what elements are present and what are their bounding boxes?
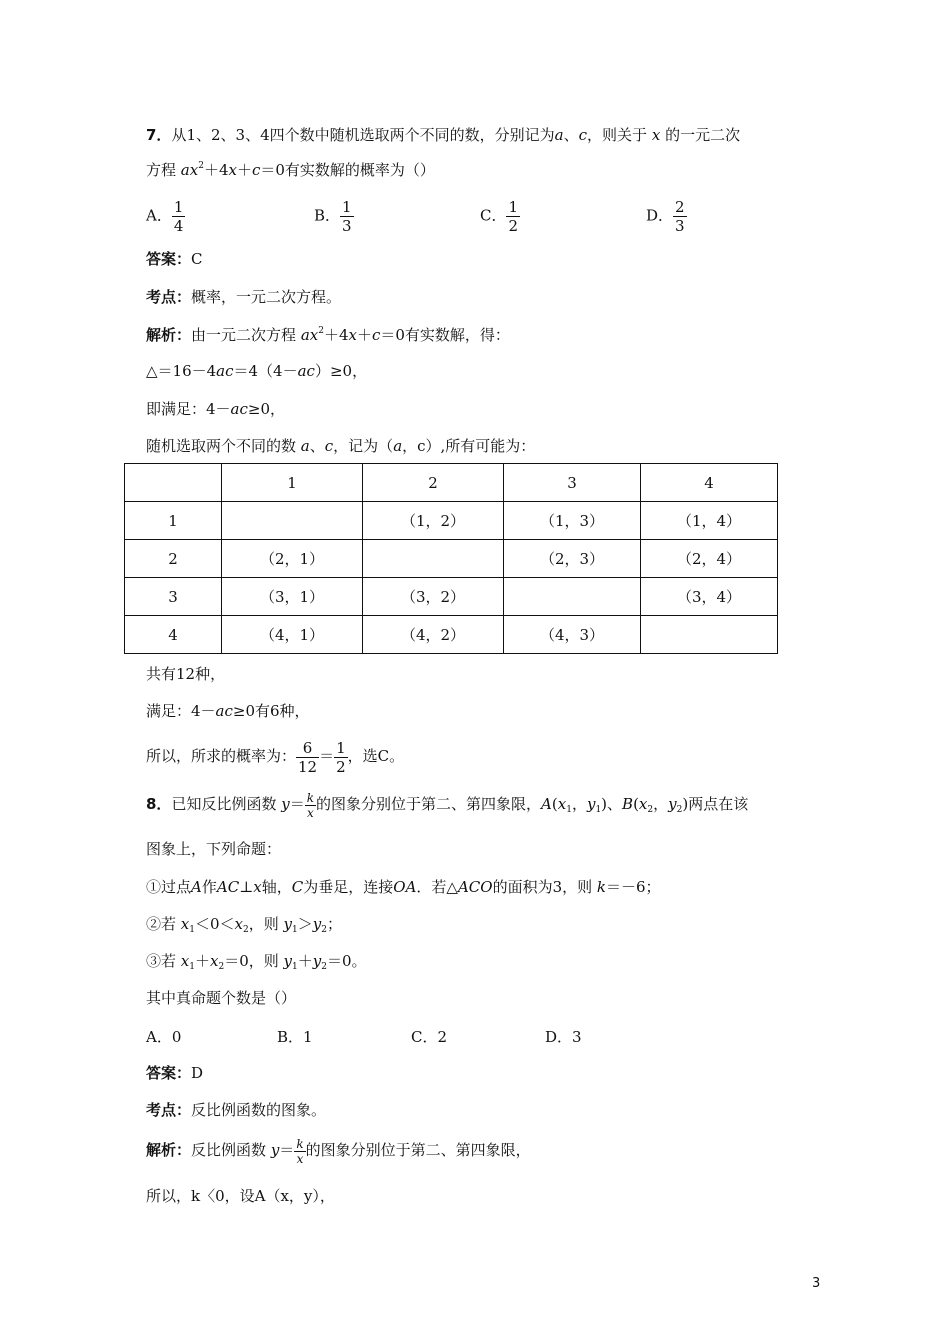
table-cell: （4，1）: [222, 616, 363, 654]
table-cell: 3: [125, 578, 222, 616]
table-row: [125, 540, 778, 578]
q8-proposition-3: ③若 $x_1+x_2=0$，则 $y_1+y_2=0$。: [146, 952, 367, 972]
q7-option-a: A． $\frac{1}{4}$: [146, 198, 184, 235]
q8-option-c: C．2: [411, 1028, 448, 1046]
table-cell: 4: [641, 464, 778, 502]
table-cell: （1，4）: [641, 502, 778, 540]
table-cell: [504, 578, 641, 616]
page-number: 3: [812, 1276, 821, 1291]
table-cell: [125, 464, 222, 502]
q7-topic: 考点：概率，一元二次方程。: [146, 288, 342, 306]
q8-answer: 答案：D: [146, 1064, 204, 1082]
q8-analysis: 解析：反比例函数 y＝ $\frac{k}{x}$ 的图象分别位于第二、第四象限，: [146, 1136, 531, 1166]
q7-number: 7．: [146, 126, 172, 144]
table-cell: 3: [504, 464, 641, 502]
q7-result: 所以，所求的概率为： $\frac{6}{12}$ ＝ $\frac{1}{2}$ ，选C。: [146, 738, 405, 776]
q8-option-b: B．1: [277, 1028, 313, 1046]
table-row: [125, 502, 778, 540]
q7-meet: 满足：4－ac≥0有6种，: [146, 702, 310, 720]
table-cell: （2，1）: [222, 540, 363, 578]
table-cell: （2，4）: [641, 540, 778, 578]
table-cell: [363, 540, 504, 578]
table-cell: 1: [125, 502, 222, 540]
q7-option-b: B． $\frac{1}{3}$: [314, 198, 352, 235]
q7-satisfy: 即满足：4－ac≥0，: [146, 400, 286, 418]
q8-topic: 考点：反比例函数的图象。: [146, 1101, 327, 1119]
table-cell: 1: [222, 464, 363, 502]
q8-last-line: 所以，k〈0，设A（x，y），: [146, 1187, 335, 1205]
table-row: [125, 616, 778, 654]
q8-stem-line1: 8．已知反比例函数 y＝ $\frac{k}{x}$ 的图象分别位于第二、第四象限，$A(x_1$，$y_1$)、$B(x_2$，$y_2$)两点在该: [146, 790, 749, 820]
table-cell: （3，1）: [222, 578, 363, 616]
q7-select: 随机选取两个不同的数 a、c，记为（a，c）,所有可能为：: [146, 437, 536, 455]
q8-proposition-1: ①过点A作AC⊥x轴，C为垂足，连接OA．若△ACO的面积为3，则 k＝－6；: [146, 878, 661, 896]
q8-proposition-2: ②若 $x_1<0<x_2$，则 $y_1>y_2$；: [146, 915, 343, 935]
table-row: [125, 578, 778, 616]
table-cell: （1，2）: [363, 502, 504, 540]
table-cell: （2，3）: [504, 540, 641, 578]
q8-stem-line2: 图象上，下列命题：: [146, 840, 282, 858]
table-cell: （4，2）: [363, 616, 504, 654]
table-cell: （4，3）: [504, 616, 641, 654]
q7-delta: △＝16－4ac＝4（4－ac）≥0，: [146, 362, 368, 380]
table-cell: 2: [363, 464, 504, 502]
table-header-row: [125, 464, 778, 502]
q8-option-d: D．3: [545, 1028, 582, 1046]
table-cell: （3，4）: [641, 578, 778, 616]
q7-option-c: C． $\frac{1}{2}$: [480, 198, 519, 235]
q7-answer: 答案：C: [146, 250, 203, 268]
q7-total: 共有12种，: [146, 665, 226, 683]
outcome-table: [124, 463, 778, 654]
table-cell: 2: [125, 540, 222, 578]
q7-analysis: 解析：由一元二次方程 $ax^2+4x+c=0$有实数解，得：: [146, 326, 510, 344]
table-cell: 4: [125, 616, 222, 654]
q7-stem-line2: 方程 $ax^2+4x+c=0$有实数解的概率为（）: [146, 161, 435, 179]
table-cell: [641, 616, 778, 654]
table-cell: （1，3）: [504, 502, 641, 540]
q7-stem-line1: 7．从1、2、3、4四个数中随机选取两个不同的数，分别记为a、c，则关于 x 的一元二次: [146, 126, 741, 144]
result-fraction-1: $\frac{6}{12}$: [298, 738, 318, 776]
q8-count-question: 其中真命题个数是（）: [146, 989, 297, 1007]
q7-option-d: D． $\frac{2}{3}$: [646, 198, 685, 235]
q8-option-a: A．0: [146, 1028, 182, 1046]
q8-number: 8．: [146, 795, 172, 813]
table-cell: [222, 502, 363, 540]
table-cell: （3，2）: [363, 578, 504, 616]
result-fraction-2: $\frac{1}{2}$: [336, 738, 346, 776]
